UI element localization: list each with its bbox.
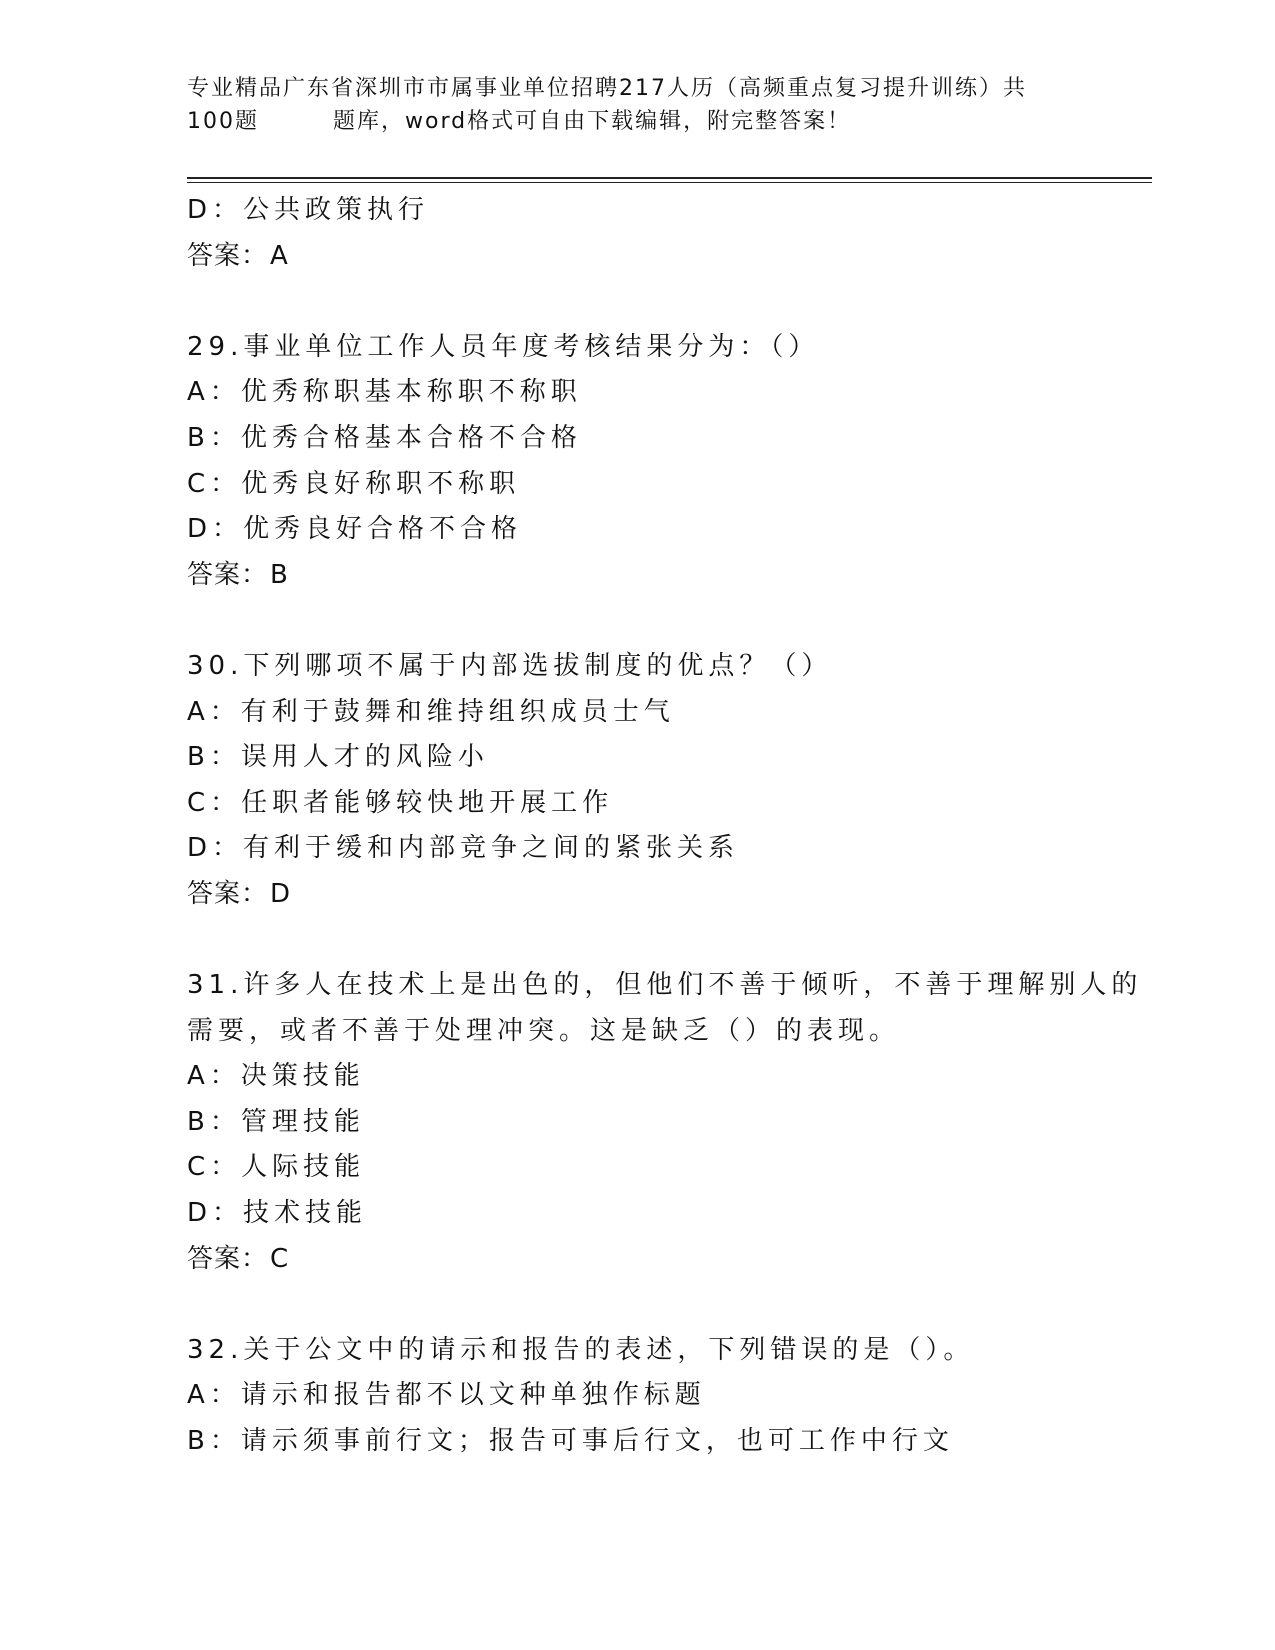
answer-label: 答案：	[187, 878, 269, 909]
question-text: 31.许多人在技术上是出色的，但他们不善于倾听，不善于理解别人的	[187, 970, 1143, 1001]
text-line: D：技术技能	[187, 1198, 368, 1229]
header-line-2-b: 题库，word格式可自由下载编辑，附完整答案！	[333, 109, 852, 134]
text-line: B：请示须事前行文；报告可事后行文，也可工作中行文	[187, 1426, 954, 1457]
document-body	[187, 188, 1167, 1465]
text-line: B：管理技能	[187, 1106, 365, 1137]
text-line: B：优秀合格基本合格不合格	[187, 422, 582, 453]
block-spacer	[187, 918, 1167, 964]
header-line-2	[187, 105, 1087, 138]
header-line-1: 专业精品广东省深圳市市属事业单位招聘217人历（高频重点复习提升训练）共	[187, 76, 1027, 101]
header-divider-thin	[187, 182, 1152, 183]
text-line: C：人际技能	[187, 1152, 366, 1183]
block-spacer	[187, 1282, 1167, 1328]
text-line: 需要，或者不善于处理冲突。这是缺乏（）的表现。	[187, 1015, 901, 1046]
answer-value: B	[270, 559, 288, 590]
document-header	[187, 72, 1087, 138]
header-line-2-a: 100题	[187, 109, 259, 134]
answer-value: C	[270, 1243, 289, 1274]
text-line: D：有利于缓和内部竞争之间的紧张关系	[187, 833, 740, 864]
text-line: A：优秀称职基本称职不称职	[187, 377, 582, 408]
text-line: D：公共政策执行	[187, 195, 430, 225]
text-line: B：误用人才的风险小	[187, 742, 489, 773]
text-line: C：优秀良好称职不称职	[187, 468, 521, 499]
answer-label: 答案：	[187, 1243, 269, 1274]
question-text: 29.事业单位工作人员年度考核结果分为：（）	[187, 331, 820, 362]
text-line: A：决策技能	[187, 1061, 365, 1092]
header-divider	[187, 177, 1152, 179]
answer-line	[187, 553, 1167, 599]
answer-value: A	[270, 240, 288, 271]
answer-line	[187, 234, 1167, 280]
text-line: A：有利于鼓舞和维持组织成员士气	[187, 696, 675, 727]
answer-label: 答案：	[187, 240, 269, 271]
answer-label: 答案：	[187, 559, 269, 590]
answer-value: D	[270, 878, 291, 909]
block-spacer	[187, 279, 1167, 325]
answer-line	[187, 1237, 1167, 1283]
answer-line	[187, 872, 1167, 918]
text-line: C：任职者能够较快地开展工作	[187, 787, 614, 818]
question-text: 30.下列哪项不属于内部选拔制度的优点？（）	[187, 650, 833, 681]
block-spacer	[187, 598, 1167, 644]
text-line: A：请示和报告都不以文种单独作标题	[187, 1380, 706, 1411]
question-text: 32.关于公文中的请示和报告的表述，下列错误的是（）。	[187, 1334, 975, 1365]
text-line: D：优秀良好合格不合格	[187, 514, 523, 545]
